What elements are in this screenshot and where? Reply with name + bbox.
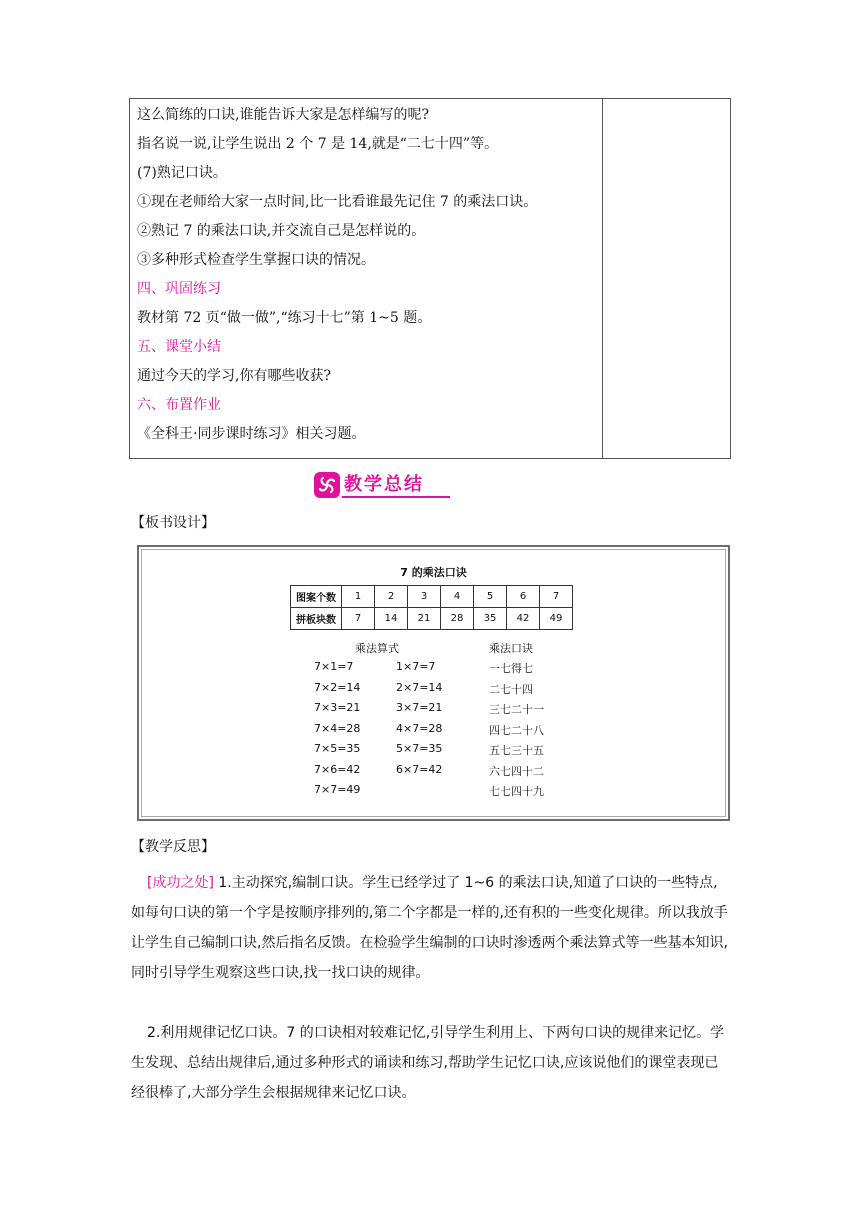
banner-title: 教学总结: [344, 474, 424, 495]
table-cell: 4: [441, 586, 474, 608]
reflection-text-2: 2.利用规律记忆口诀。7 的口诀相对较难记忆,引导学生利用上、下两句口诀的规律来记忆。学生发现、总结出规律后,通过多种形式的诵读和练习,帮助学生记忆口诀,应该说他们的课堂表现已经很棒了,大部分学生会根据规律来记忆口诀。: [131, 1025, 725, 1101]
formula-a: 7×7=49: [314, 783, 361, 796]
table-cell: 6: [507, 586, 540, 608]
lesson-line: 教材第 72 页“做一做”,“练习十七”第 1~5 题。: [137, 310, 432, 326]
reflection-text-1: 1.主动探究,编制口诀。学生已经学过了 1~6 的乘法口诀,知道了口诀的一些特点,如每句口诀的第一个字是按顺序排列的,第二个字都是一样的,还有积的一些变化规律。所以我放手让学生自己编制口诀,然后指名反馈。在检验学生编制的口诀时渗透两个乘法算式等一些基本知识,同时引导学生观察这些口诀,找一找口诀的规律。: [131, 875, 728, 981]
rhyme-heading: 乘法口诀: [489, 642, 533, 655]
rhyme: 二七十四: [489, 682, 533, 696]
reflection-label: 【教学反思】: [131, 839, 215, 855]
table-cell: 42: [507, 608, 540, 630]
board-design-figure: [137, 545, 730, 821]
reflection-paragraph-1: [131, 868, 731, 988]
lesson-lines: [137, 99, 597, 449]
lesson-line: ③多种形式检查学生掌握口诀的情况。: [137, 252, 375, 268]
table-cell: 28: [441, 608, 474, 630]
tile-count-row: [291, 608, 573, 630]
table-cell: 7: [540, 586, 573, 608]
rhyme: 四七二十八: [489, 723, 544, 737]
banner-underline: [342, 496, 450, 498]
pattern-table: [290, 585, 573, 630]
table-cell: 2: [375, 586, 408, 608]
lesson-line: 《全科王·同步课时练习》相关习题。: [137, 426, 366, 442]
formula-a: 7×1=7: [314, 660, 354, 673]
section-heading: 六、布置作业: [137, 397, 221, 413]
formula-a: 7×3=21: [314, 701, 361, 714]
formula-b: 4×7=28: [396, 721, 443, 735]
table-cell: 21: [408, 608, 441, 630]
table-cell: 14: [375, 608, 408, 630]
formula-a: 7×4=28: [314, 721, 361, 735]
rhyme: 五七三十五: [489, 744, 544, 757]
section-heading: 四、巩固练习: [137, 281, 221, 297]
formula-b: 2×7=14: [396, 680, 443, 694]
rhyme: 七七四十九: [489, 785, 544, 798]
pattern-count-row: [291, 586, 573, 608]
table-cell: 35: [474, 608, 507, 630]
formula-a: 7×2=14: [314, 680, 361, 694]
formula-a: 7×5=35: [314, 742, 361, 755]
table-cell: 49: [540, 608, 573, 630]
section-banner: [314, 472, 450, 498]
formula-b: 1×7=7: [396, 660, 436, 673]
lesson-line: ②熟记 7 的乘法口诀,并交流自己是怎样说的。: [137, 223, 426, 239]
formula-b: 6×7=42: [396, 762, 443, 776]
lesson-line: 这么简练的口诀,谁能告诉大家是怎样编写的呢?: [137, 107, 429, 123]
tile-count-label: 拼板块数: [291, 608, 342, 630]
lesson-line: (7)熟记口诀。: [137, 165, 227, 181]
lesson-line: ①现在老师给大家一点时间,比一比看谁最先记住 7 的乘法口诀。: [137, 194, 538, 210]
board-title: 7 的乘法口诀: [400, 566, 467, 579]
table-divider: [602, 99, 603, 458]
section-heading: 五、课堂小结: [137, 339, 221, 355]
reflection-paragraph-2: [131, 1018, 731, 1108]
rhyme: 六七四十二: [489, 764, 544, 778]
table-cell: 5: [474, 586, 507, 608]
lesson-line: 指名说一说,让学生说出 2 个 7 是 14,就是“二七十四”等。: [137, 136, 499, 152]
pattern-count-label: 图案个数: [291, 586, 342, 608]
board-design-label: 【板书设计】: [131, 515, 215, 531]
swirl-icon: [314, 472, 340, 498]
formula-heading: 乘法算式: [355, 642, 399, 655]
success-tag: [成功之处]: [147, 875, 214, 891]
rhyme: 三七二十一: [489, 703, 544, 716]
table-cell: 1: [342, 586, 375, 608]
formula-b: 5×7=35: [396, 742, 443, 755]
lesson-table: [129, 98, 731, 459]
formula-a: 7×6=42: [314, 762, 361, 776]
table-cell: 7: [342, 608, 375, 630]
lesson-line: 通过今天的学习,你有哪些收获?: [137, 368, 331, 384]
rhyme: 一七得七: [489, 662, 533, 675]
table-cell: 3: [408, 586, 441, 608]
formula-b: 3×7=21: [396, 701, 443, 714]
